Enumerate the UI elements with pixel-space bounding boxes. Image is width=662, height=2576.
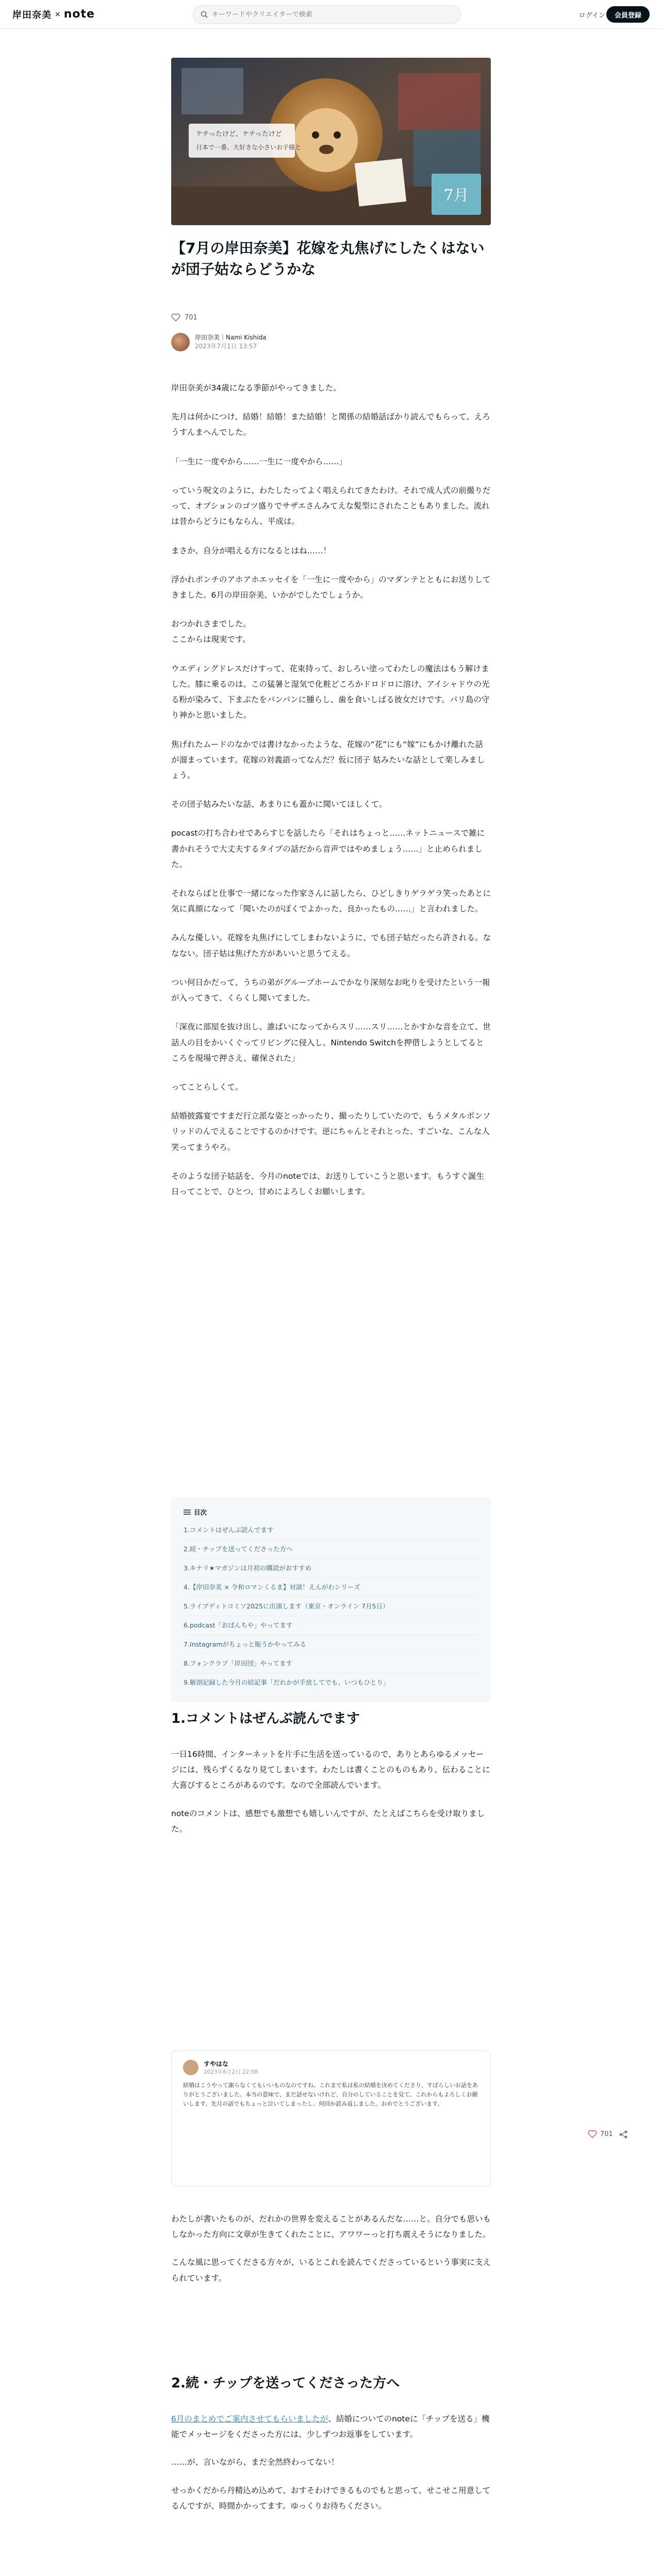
section-paragraph: ……が、言いながら、まだ全然終わってない！ <box>171 2458 339 2467</box>
publish-date: 2023年7月1日 13:57 <box>195 343 257 350</box>
comment-text: 結婚はこうやって謝らなくてもいいものなのですね。これまで私は私の結婚を決めてくださり、すばらしいお話をありがとうございました。本当の意味で、まだ話せないけれど、自分のしていることを見て、これからもよろしくお願いします。先月の話でもちょっと泣いてしまったし、何回か読み返しました。おめでとうございます。 <box>183 2082 478 2108</box>
body-paragraph: 岸田奈美が34歳になる季節がやってきました。 <box>171 383 341 393</box>
list-icon <box>184 1509 191 1515</box>
section-paragraph: noteのコメントは、感想でも激想でも嬉しいんですが、たとえばこちらを受け取りました。 <box>171 1808 485 1834</box>
section-paragraph: わたしが書いたものが、だれかの世界を変えることがあるんだな……と。自分でも思いもしなかった方向に文章が生きてくれたことに、アワワーっと打ち震えそうになりました。 <box>171 2214 491 2240</box>
toc-item[interactable]: 9.解剖記録した今月の結記事「だれかが手放してでも、いつもひとり」 <box>184 1679 390 1686</box>
hero-image <box>171 58 491 225</box>
heart-icon[interactable] <box>171 313 180 321</box>
logo-separator: × <box>55 10 61 19</box>
toc-item[interactable]: 5.ライブディトコミソ2025に出演します（東京・オンライン 7月5日） <box>184 1597 478 1616</box>
top-navigation-bar <box>0 0 662 29</box>
section-body-comments <box>171 1747 491 1849</box>
commenter-name: すやはな <box>204 2060 229 2067</box>
search-input[interactable] <box>212 11 453 19</box>
section-body-comments-after <box>171 2211 491 2298</box>
toc-heading: 目次 <box>194 1509 207 1516</box>
toc-item[interactable]: 7.Instagramがちょっと賑うかやってみる <box>184 1635 478 1654</box>
body-paragraph: それならばと仕事で一緒になった作家さんに話したら、ひどしきりゲラゲラ笑ったあとに気に真顔になって「聞いたのがぼくでよかった、良かったもの……」と言われました。 <box>171 889 491 914</box>
heart-icon[interactable] <box>588 2130 597 2138</box>
body-paragraph: つい何日かだって、うちの弟がグループホームでかなり深刻なお叱りを受けたという一報が入ってきて、くらくし聞いてました。 <box>171 977 490 1003</box>
body-paragraph: ってことらしくて。 <box>171 1082 243 1092</box>
section-heading-comments: 1.コメントはぜんぶ読んでます <box>171 1711 360 1726</box>
section-paragraph: 一日16時間、インターネットを片手に生活を送っているので、ありとあらゆるメッセージには、残らずくるなり見てしまいます。わたしは書くことのものもあり、伝わることに大喜びするところがあるのです。なので全部読んでいます。 <box>171 1750 490 1790</box>
body-paragraph: みんな優しい。花嫁を丸焦げにしてしまわないように、でも団子姑だったら許される。ななない。団子姑は焦げた方があいいと思うてえる。 <box>171 933 491 958</box>
body-paragraph: 浮かれポンチのアホアホエッセイを「一生に一度やから」のマダンテとともにお送りしてきました。6月の岸田奈美、いかがでしたでしょうか。 <box>171 574 491 600</box>
signup-button[interactable]: 会員登録 <box>606 6 650 23</box>
hero-month-badge: 7月 <box>443 187 469 205</box>
like-row <box>171 313 197 321</box>
body-paragraph: 「深夜に部屋を抜け出し、誰ばいになってからスリ……スリ……とかすかな音を立て、世話人の目をかいくぐってリビングに侵入し、Nintendo Switchを押借しようとしてるところを現場で押さえ、確保された」 <box>171 1022 491 1063</box>
comment-date: 2023年6月2日 22:08 <box>204 2069 258 2075</box>
section-paragraph: こんな風に思ってくださる方々が、いるとこれを読んでくださっているという事実に支えられています。 <box>171 2258 491 2283</box>
body-paragraph: まさか、自分が唱える方になるとはね……！ <box>171 546 332 555</box>
toc-item[interactable]: 4.【岸田奈美 × 令和ロマンくるま】対談！えんがわシリーズ <box>184 1578 478 1597</box>
section-body-tips <box>171 2411 491 2526</box>
search-icon <box>201 11 208 18</box>
body-paragraph: 焦げれたムードのなかでは書けなかったような、花嫁の“花”にも“嫁”にもかけ離れた話が溜まっています。花嫁の対義語ってなんだ？仮に団子 姑みたいな話として楽しみましょう。 <box>171 739 485 780</box>
toc-item[interactable]: 1.コメントはぜんぶ読んでます <box>184 1521 478 1540</box>
hero-caption-line2: 日本で一番、大好きな小さいお子様と <box>196 144 302 151</box>
tips-text: 、結婚についてのnoteに「チップを送る」機能でメッセージをくださった方には、少しずつお返事をしています。 <box>171 2414 490 2439</box>
body-paragraph: そのような団子姑話を、今月のnoteでは、お送りしていこうと思います。もうすぐ誕生日ってことで、ひとつ、甘めによろしくお願いします。 <box>171 1171 485 1197</box>
previous-summary-link[interactable]: 6月のまとめでご案内させてもらいましたが <box>171 2414 328 2424</box>
search-box[interactable] <box>193 5 461 24</box>
body-paragraph: ウエディングドレスだけすって、花束持って、おしろい塗ってわたしの魔法はもう解けました。膝に乗るのは、この猛暑と湿気で化粧どころかドロドロに溶け、アイシャドウの光る粉が染みて、下まぶたをパンパンに腫らし、歯を食いしばる彼女だけです。パリ島の守り神かと思いました。 <box>171 664 490 720</box>
article-body <box>171 380 491 1213</box>
toc-item[interactable]: 3.キナリ★マガジンは月初の購読がおすすめ <box>184 1559 478 1578</box>
toc-item[interactable]: 6.podcast「おばんちや」やってます <box>184 1616 478 1635</box>
body-paragraph: おつかれさまでした。 ここからは現実です。 <box>171 619 251 645</box>
body-paragraph: 「一生に一度やから……一生に一度やから……」 <box>171 456 347 466</box>
login-button[interactable]: ログイン <box>572 6 613 23</box>
toc-item[interactable]: 8.フォンクラブ「岸田団」やってます <box>184 1654 478 1673</box>
section-paragraph: せっかくだから丹精込め込めて、おすそわけできるものでもと思って、せこせこ用意してるんですが、時間かかってます。ゆっくりお待ちください。 <box>171 2485 491 2511</box>
body-paragraph: pocastの打ち合わせであらすじを話したら「それはちょっと……ネットニュースで雑に書かれそうで大丈夫するタイプの話だから音声ではやめましょう……」と止められました。 <box>171 828 485 869</box>
body-paragraph: 先月は何かにつけ、結婚！結婚！また結婚！と関係の結婚話ばかり読んでもらって、えろうすんまへんでした。 <box>171 412 490 437</box>
article-title: 【7月の岸田奈美】花嫁を丸焦げにしたくはないが団子姑ならどうかな <box>171 240 485 278</box>
site-logo[interactable] <box>12 8 95 21</box>
author-info[interactable] <box>171 333 267 351</box>
share-button[interactable] <box>619 2130 628 2141</box>
logo-note: note <box>63 8 95 21</box>
hero-caption-line1: ケチったけど、ケチったけど <box>196 130 282 138</box>
body-paragraph: 結婚披露宴ですまだ行立派な姿とっかったり、撮ったりしていたので、もうメタルボンソリッドのんでえることでするのかけです。逆にちゃんとそれとった、すごいな、こんな人笑ってまうやろ。 <box>171 1111 491 1152</box>
author-avatar[interactable] <box>171 333 190 351</box>
embedded-comment-card[interactable] <box>171 2050 491 2187</box>
share-icon[interactable] <box>619 2130 628 2139</box>
toc-item[interactable]: 2.続・チップを送ってくださった方へ <box>184 1540 478 1559</box>
body-paragraph: その団子姑みたいな話、あまりにも蓋かに聞いてほしくて。 <box>171 800 387 809</box>
body-paragraph: っていう呪文のように、わたしたってよく唱えられてきたわけ。それで成人式の前撮りだって、オプションのゴツ盛りでサザエさんみてえな髪型にされたこともありました。流れは昔からどうにもならん、平成は。 <box>171 485 491 527</box>
like-count: 701 <box>185 313 197 321</box>
section-heading-tips: 2.続・チップを送ってくださった方へ <box>171 2376 400 2391</box>
section-paragraph <box>171 2411 491 2442</box>
commenter-avatar <box>183 2060 198 2075</box>
table-of-contents <box>171 1497 491 1702</box>
floating-like[interactable] <box>588 2130 613 2138</box>
author-name[interactable]: 岸田奈美｜Nami Kishida <box>195 333 267 341</box>
logo-creator-name: 岸田奈美 <box>12 9 52 21</box>
floating-like-count: 701 <box>600 2130 613 2138</box>
